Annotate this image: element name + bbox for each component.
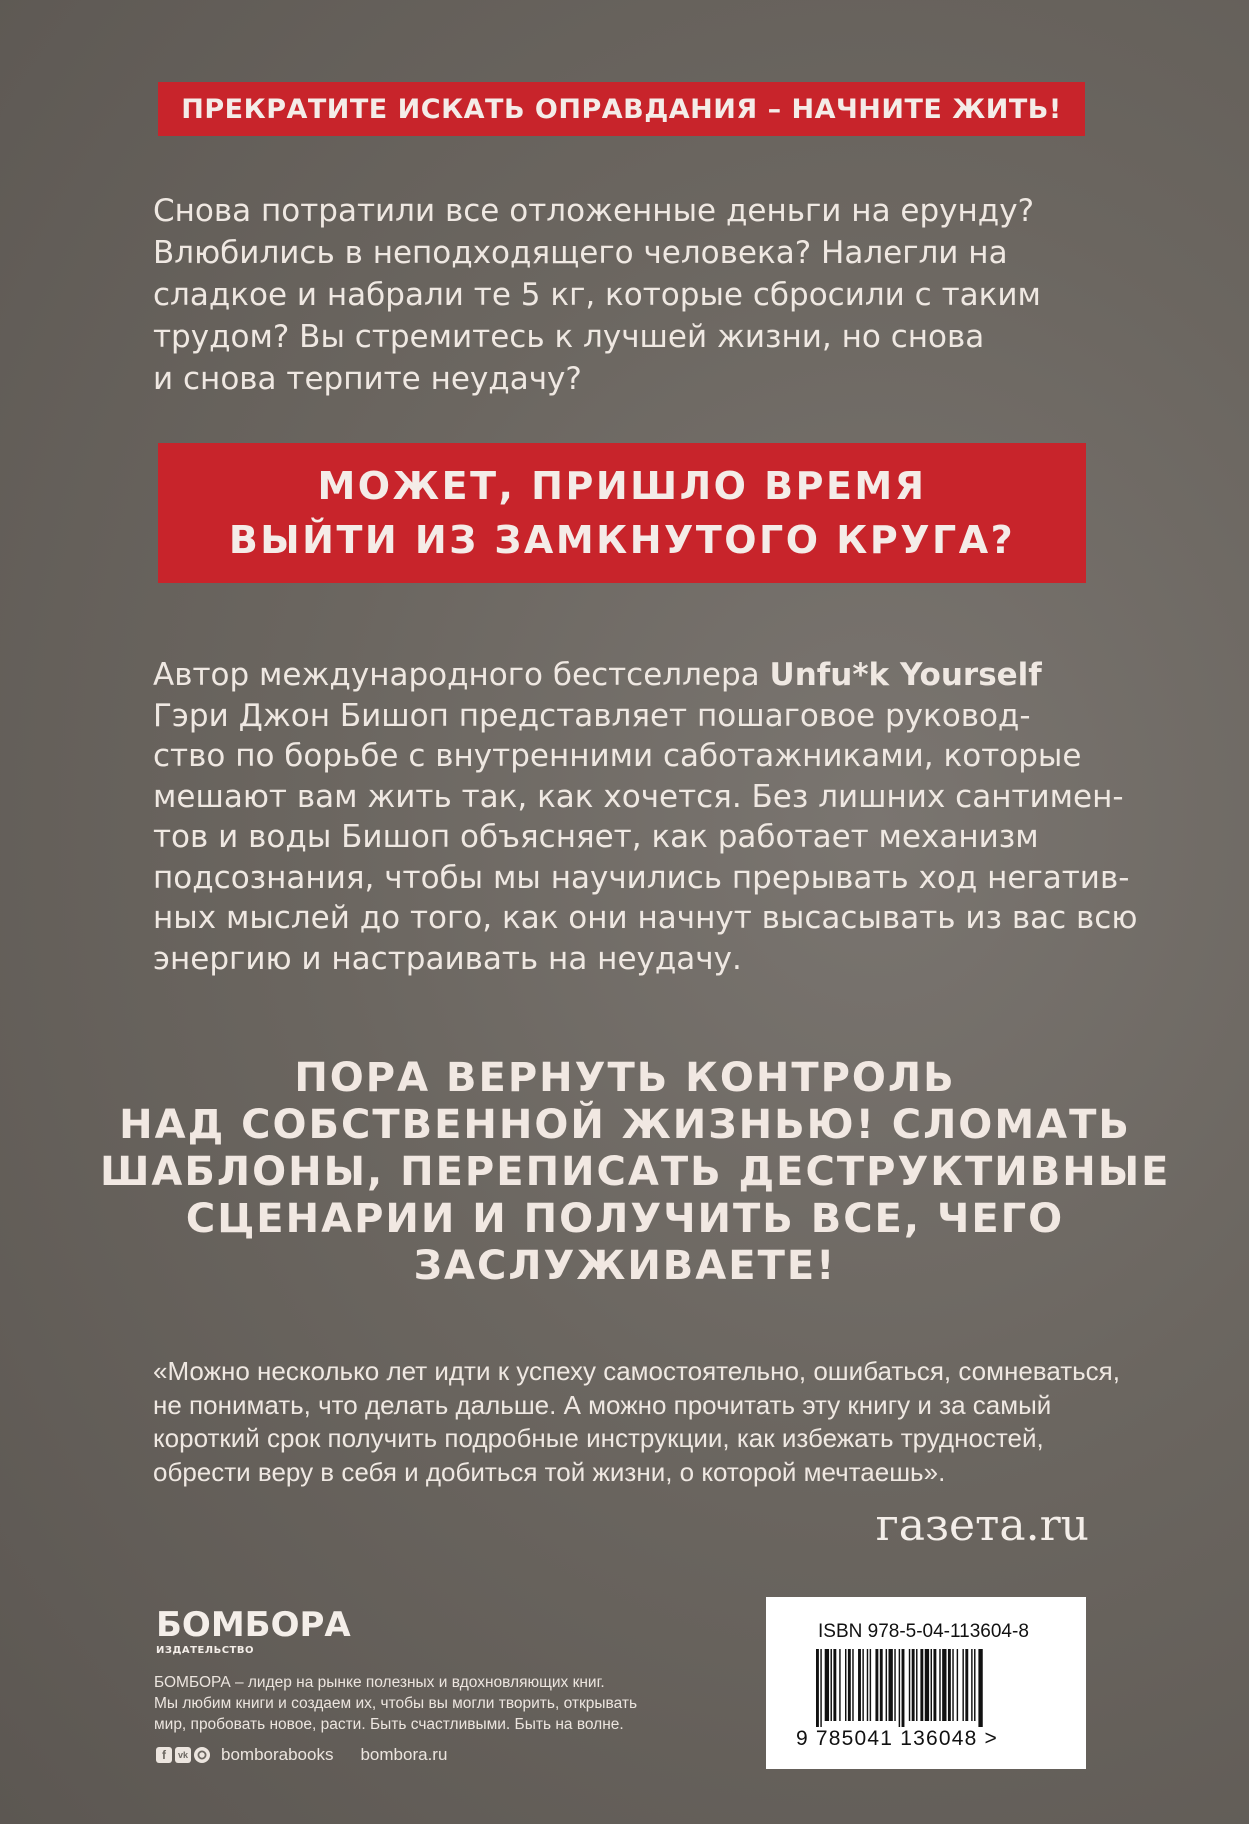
bestseller-title: Unfu*k Yourself: [769, 657, 1042, 693]
callout-line: ШАБЛОНЫ, ПЕРЕПИСАТЬ ДЕСТРУКТИВНЫЕ: [100, 1149, 1171, 1195]
barcode-bar: [933, 1649, 936, 1721]
callout-line: НАД СОБСТВЕННОЙ ЖИЗНЬЮ! СЛОМАТЬ: [119, 1102, 1131, 1148]
callout-line: ЗАСЛУЖИВАЕТЕ!: [413, 1243, 837, 1289]
quote-line: короткий срок получить подробные инструкции, как избежать трудностей,: [153, 1423, 1044, 1453]
barcode-bar: [965, 1649, 968, 1721]
barcode-bar: [839, 1649, 840, 1721]
blurb-line: БОМБОРА – лидер на рынке полезных и вдохновляющих книг.: [154, 1674, 605, 1691]
barcode-bar: [862, 1649, 863, 1721]
barcode-bar: [848, 1649, 851, 1721]
description-prefix: Автор международного бестселлера: [153, 657, 770, 693]
barcode-bar: [852, 1649, 853, 1721]
barcode: [816, 1649, 1048, 1727]
barcode-bar: [939, 1649, 940, 1721]
publisher-logo: БОМБОРА: [156, 1605, 351, 1645]
intro-line: и снова терпите неудачу?: [153, 361, 582, 397]
barcode-bar: [894, 1649, 895, 1721]
facebook-icon[interactable]: f: [156, 1747, 172, 1763]
description-line: ство по борьбе с внутренними саботажниками, которые: [153, 738, 1082, 774]
barcode-bar: [971, 1649, 972, 1721]
publisher-website-link[interactable]: bombora.ru: [360, 1745, 448, 1764]
barcode-bar: [845, 1649, 846, 1721]
description-paragraph: [153, 655, 1138, 979]
callout-line: СЦЕНАРИИ И ПОЛУЧИТЬ ВСЕ, ЧЕГО: [185, 1196, 1065, 1242]
quote-line: обрести веру в себя и добиться той жизни, о которой мечтаешь».: [153, 1456, 946, 1487]
barcode-bar: [833, 1649, 836, 1721]
quote-line: не понимать, что делать дальше. А можно прочитать эту книгу и за самый: [153, 1389, 1052, 1420]
barcode-bar: [875, 1649, 878, 1721]
vk-icon[interactable]: vk: [175, 1747, 191, 1763]
description-line: энергию и настраивать на неудачу.: [153, 940, 742, 977]
barcode-bar: [912, 1649, 915, 1721]
callout-heading: [100, 1055, 1171, 1290]
description-line: Гэри Джон Бишоп представляет пошаговое руковод-: [153, 697, 1031, 734]
barcode-bar: [942, 1649, 946, 1721]
barcode-bar: [831, 1649, 832, 1721]
intro-line: Снова потратили все отложенные деньги на ерунду?: [153, 193, 1035, 229]
barcode-bar: [916, 1649, 917, 1721]
instagram-glyph: [194, 1747, 210, 1763]
question-line: МОЖЕТ, ПРИШЛО ВРЕМЯ: [317, 464, 927, 508]
barcode-bar: [962, 1649, 963, 1721]
social-handle[interactable]: bomborabooks: [221, 1745, 334, 1764]
isbn-barcode-box: [766, 1597, 1086, 1769]
quote-source-logo: газета.ru: [875, 1500, 1089, 1551]
isbn-number: ISBN 978-5-04-113604-8: [818, 1621, 1029, 1642]
description-first-line: [153, 655, 1113, 696]
social-links: [156, 1744, 447, 1766]
barcode-bar: [816, 1649, 819, 1727]
barcode-bar: [886, 1649, 887, 1721]
barcode-digits: 9 785041 136048 >: [796, 1727, 998, 1750]
description-line: подсознания, чтобы мы научились прерывать ход негатив-: [153, 859, 1130, 896]
instagram-icon[interactable]: [194, 1747, 210, 1763]
intro-line: Влюбились в неподходящего человека? Налегли на: [153, 235, 1008, 271]
barcode-bar: [948, 1649, 951, 1721]
callout-line: ПОРА ВЕРНУТЬ КОНТРОЛЬ: [294, 1055, 956, 1101]
quote-line: «Можно несколько лет идти к успеху самостоятельно, ошибаться, сомневаться,: [153, 1356, 1120, 1386]
barcode-bar: [899, 1649, 900, 1727]
barcode-bar: [952, 1649, 953, 1721]
barcode-bar: [957, 1649, 958, 1721]
barcode-bar: [920, 1649, 923, 1721]
top-banner: ПРЕКРАТИТЕ ИСКАТЬ ОПРАВДАНИЯ – НАЧНИТЕ ЖИТЬ!: [158, 82, 1085, 136]
publisher-blurb: [154, 1672, 714, 1735]
description-line: мешают вам жить так, как хочется. Без лишних сантимен-: [153, 778, 1124, 815]
barcode-bar: [889, 1649, 893, 1721]
barcode-bar: [931, 1649, 932, 1721]
blurb-line: Мы любим книги и создаем их, чтобы вы могли творить, открывать: [154, 1695, 638, 1712]
barcode-bar: [825, 1649, 829, 1721]
barcode-bar: [858, 1649, 861, 1721]
publisher-subtitle: ИЗДАТЕЛЬСТВО: [156, 1645, 254, 1656]
question-line: ВЫЙТИ ИЗ ЗАМКНУТОГО КРУГА?: [228, 518, 1016, 562]
barcode-bar: [820, 1649, 821, 1727]
barcode-bar: [909, 1649, 910, 1721]
description-line: тов и воды Бишоп объясняет, как работает механизм: [153, 819, 1039, 855]
description-line: ных мыслей до того, как они начнут высасывать из вас всю: [153, 900, 1138, 936]
barcode-bar: [867, 1649, 868, 1721]
barcode-bar: [925, 1649, 929, 1721]
question-banner: [158, 443, 1086, 583]
barcode-bar: [974, 1649, 975, 1721]
blurb-line: мир, пробовать новое, расти. Быть счастливыми. Быть на волне.: [154, 1716, 624, 1733]
intro-line: сладкое и набрали те 5 кг, которые сбросили с таким: [153, 277, 1041, 313]
review-quote: [153, 1355, 1120, 1489]
intro-paragraph: [153, 190, 1093, 400]
barcode-bar: [880, 1649, 883, 1721]
barcode-bar: [870, 1649, 871, 1721]
barcode-bar: [902, 1649, 905, 1727]
intro-line: трудом? Вы стремитесь к лучшей жизни, но снова: [153, 319, 985, 355]
barcode-bar: [978, 1649, 982, 1727]
